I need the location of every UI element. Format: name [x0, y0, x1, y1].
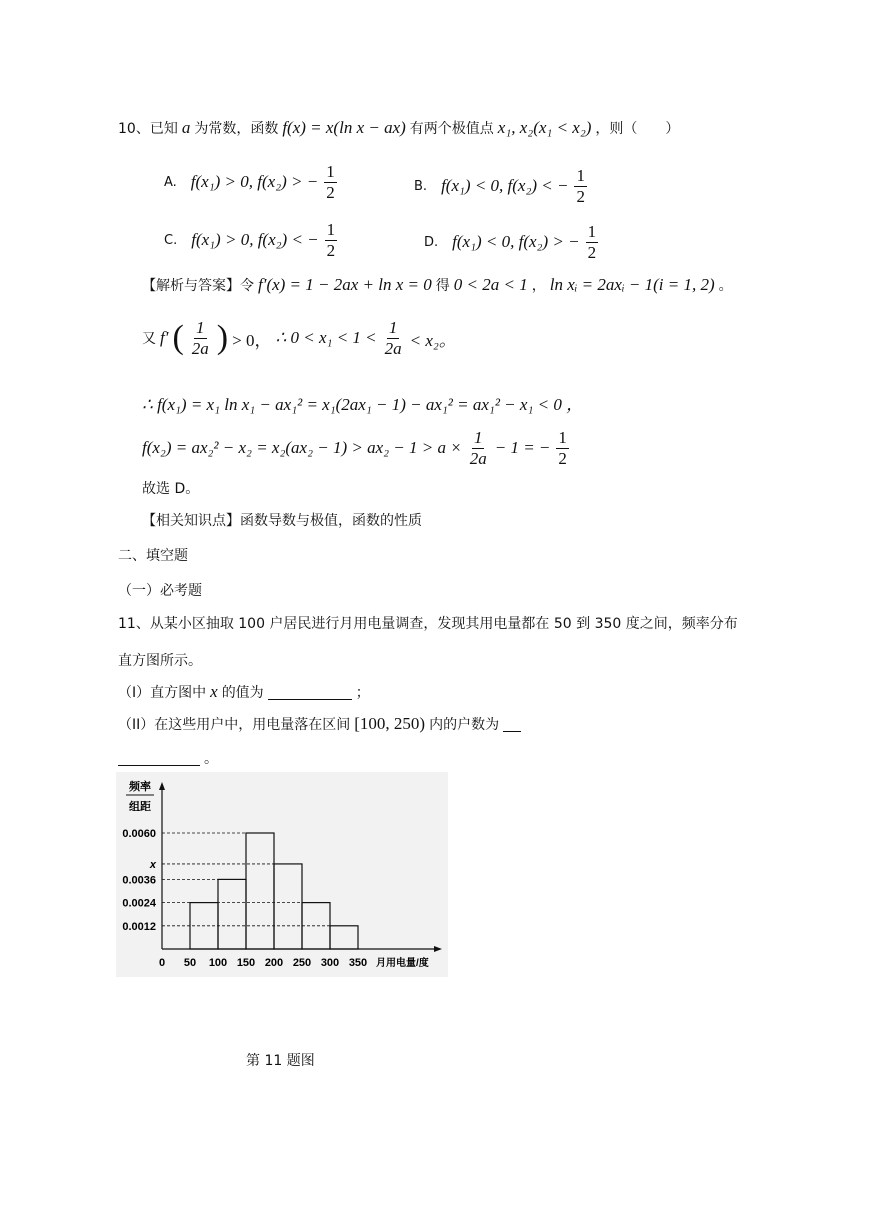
solution-eq3: ln xᵢ = 2axᵢ − 1(i = 1, 2) — [549, 275, 715, 294]
x-tick-label: 200 — [264, 957, 284, 969]
option-label: A. — [164, 174, 177, 190]
q10-tail: ，则（ ） — [595, 121, 680, 137]
y-tick-label: 0.0012 — [122, 920, 156, 933]
solution-head: 【解析与答案】令 — [142, 278, 254, 294]
solution-fprime: f′ — [160, 328, 169, 348]
solution-line4-b: − 1 = − — [494, 438, 551, 458]
y-tick-label: x — [149, 858, 156, 871]
fraction: $\frac{1}{2}$ — [587, 222, 597, 262]
y-axis-label-top: 频率 — [129, 781, 151, 793]
option-expr: f(x₁) > 0, f(x₂) < − — [191, 230, 319, 250]
knowledge-points: 【相关知识点】函数导数与极值，函数的性质 — [142, 513, 422, 529]
x-tick-label: 100 — [208, 957, 228, 969]
q11-line1: 11、从某小区抽取 100 户居民进行月用电量调查，发现其用电量都在 50 到 350 度之间，频率分布 — [118, 616, 738, 632]
y-tick-label: 0.0060 — [122, 828, 156, 840]
q11-part1-end: ； — [355, 685, 370, 701]
solution-eq2: 0 < 2a < 1 — [453, 275, 528, 294]
solution-eq1: f′(x) = 1 − 2ax + ln x = 0 — [258, 275, 432, 294]
x-tick-label: 300 — [320, 957, 340, 969]
solution-line4-a: f(x₂) = ax₂² − x₂ = x₂(ax₂ − 1) > ax₂ − 1 > a × — [142, 438, 462, 458]
q11-part2-end: 。 — [204, 751, 218, 767]
q10-stem — [118, 118, 679, 138]
q11-line2: 直方图所示。 — [118, 653, 202, 669]
y-axis-label-bottom: 组距 — [129, 801, 151, 813]
solution-line1 — [142, 275, 733, 295]
q10-option-b — [414, 166, 589, 206]
q10-text1: 为常数，函数 — [194, 121, 279, 137]
option-label: C. — [164, 232, 178, 248]
x-tick-label: 350 — [348, 957, 368, 969]
answer-blank-2-start[interactable] — [503, 717, 521, 732]
option-label: D. — [424, 234, 439, 250]
solution-de: 得 — [435, 278, 450, 294]
fraction: $\frac{1}{2}$ — [576, 166, 585, 206]
answer-blank-2-end[interactable] — [118, 751, 200, 766]
x-tick-label: 50 — [183, 957, 197, 969]
q10-text2: 有两个极值点 — [409, 121, 494, 137]
q11-part2-continued — [118, 748, 218, 768]
x-tick-label: 250 — [292, 957, 312, 969]
q10-option-c — [164, 220, 339, 260]
q10-option-a — [164, 162, 339, 202]
x-tick-label: 150 — [236, 957, 256, 969]
option-expr: f(x₁) > 0, f(x₂) > − — [190, 172, 319, 192]
section-title: 二、填空题 — [118, 548, 188, 564]
fraction: $\frac{1}{2a}$ — [191, 318, 209, 358]
frequency-histogram — [116, 772, 448, 977]
fraction: $\frac{1}{2a}$ — [469, 428, 487, 468]
q11-part1-b: 的值为 — [221, 685, 264, 701]
q11-part1-a: （I）直方图中 — [118, 685, 207, 701]
q11-part2-a: （II）在这些用户中，用电量落在区间 — [118, 717, 351, 733]
q11-part2 — [118, 714, 521, 734]
right-paren: ) — [216, 319, 229, 357]
q10-option-d — [424, 222, 600, 262]
q10-lead: 10、已知 — [118, 121, 178, 137]
solution-comma: ， — [531, 278, 546, 294]
q11-part2-interval: [100, 250) — [354, 714, 426, 733]
figure-caption: 第 11 题图 — [246, 1053, 315, 1069]
solution-line2-end: < x₂。 — [409, 330, 456, 350]
fraction: $\frac{1}{2}$ — [326, 162, 335, 202]
solution-answer: 故选 D。 — [142, 481, 200, 497]
q11-part1 — [118, 682, 370, 702]
solution-line3-text: ∴ f(x₁) = x₁ ln x₁ − ax₁² = x₁(2ax₁ − 1) − ax₁² = ax₁² − x₁ < 0 ， — [142, 395, 584, 414]
fraction: $\frac{1}{2}$ — [326, 220, 336, 260]
solution-line4 — [142, 428, 571, 468]
q11-part1-x: x — [210, 682, 218, 701]
fraction: $\frac{1}{2}$ — [558, 428, 567, 468]
q10-func: f(x) = x(ln x − ax) — [282, 118, 406, 137]
q11-part2-b: 内的户数为 — [429, 717, 500, 733]
left-paren: ( — [172, 319, 184, 357]
chart-background — [116, 772, 448, 977]
x-tick-label: 0 — [158, 957, 166, 969]
fraction: $\frac{1}{2a}$ — [384, 318, 402, 358]
answer-blank-1[interactable] — [268, 685, 352, 700]
option-label: B. — [414, 178, 428, 194]
y-tick-label: 0.0036 — [122, 874, 156, 887]
q10-a-var: a — [181, 118, 191, 137]
solution-you: 又 — [142, 331, 156, 348]
solution-period: 。 — [718, 278, 733, 294]
option-expr: f(x₁) < 0, f(x₂) < − — [441, 176, 569, 196]
solution-therefore: ∴ 0 < x₁ < 1 < — [275, 328, 377, 348]
solution-gt: > 0， — [232, 330, 272, 350]
solution-line2 — [142, 318, 456, 358]
x-axis-label: 月用电量/度 — [376, 958, 429, 969]
y-tick-label: 0.0024 — [122, 897, 156, 910]
solution-line3 — [142, 390, 583, 415]
q10-points: x₁, x₂(x₁ < x₂) — [497, 118, 592, 137]
option-expr: f(x₁) < 0, f(x₂) > − — [452, 232, 580, 252]
section-subtitle: （一）必考题 — [118, 583, 202, 599]
